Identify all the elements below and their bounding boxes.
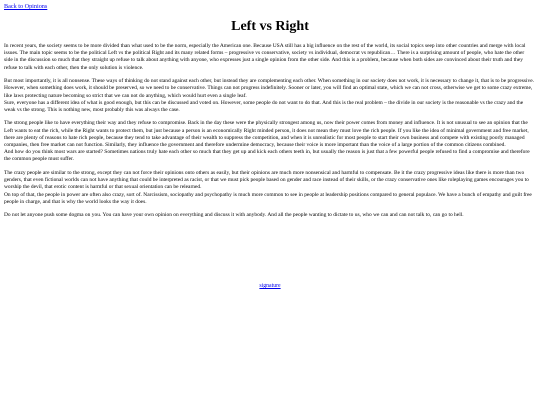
paragraph-2: But most importantly, it is all nonsense. These ways of thinking do not stand against each other, but instead they are complementing each other. When something in our society does not work, it is necessary to change it, that is to be progressive. However, when something does work, it should be preserved, so we need to be conservative. Things can not progress indefinitely. Sooner or later, you will find an optimal state, which we can not cross, otherwise we get to some crazy extreme, like laws protecting nature becoming so strict that we can not do anything, which would hurt even a single leaf. Sure, everyone has a different idea of what is good enough, but this can be discussed and voted on. However, some people do not want to do that. And this is the real problem – the divide in our society is the reasonable vs the crazy and the weak vs the strong. This is nothing new, most probably this was always the case. xyxy=(4,78,534,113)
signature-link[interactable]: signature xyxy=(259,283,281,289)
paragraph-5: Do not let anyone push some dogma on you. You can have your own opinion on everything and discuss it with anybody. And all the people wanting to dictate to us, who we can and can not talk to, can go to hell. xyxy=(4,212,464,219)
article-body xyxy=(4,43,534,219)
page-title: Left vs Right xyxy=(231,19,309,34)
signature-container xyxy=(0,283,540,289)
paragraph-4: The crazy people are similar to the strong, except they can not force their opinions onto others as easily, but their opinions are much more nonsensical and harmful to compensate. Be it the crazy progressive ideas like there is more than two genders, that even fictional worlds can not have anything that could be interpreted as racist, or that we must pick people based on gender and race instead of their skills, or the crazy conservative ones like roleplaying games encourages you to worship the devil, that erotic content is harmful or that sexual orientation can be relearned. On top of that, the people in power are often also crazy, sort of. Narcissism, sociopathy and psychopathy is much more common to see in people at leadership positions compared to general populace. We have a bunch of empathy and guilt free people in charge, and that is why the world looks the way it does. xyxy=(4,169,532,205)
back-to-opinions-link[interactable]: Back to Opinions xyxy=(4,3,48,10)
paragraph-3: The strong people like to have everything their way and they refuse to compromise. Back in the day these were the physically strongest among us, now their power comes from money and influence. It is not unusual to see an opinion that the Left wants to eat the rich, while the Right wants to protect them, but just because a person is an economically Right minded person, it does not mean they must love the rich people. If you like the idea of minimal government and free market, there are plenty of reasons to hate rich people, because they tend to take advantage of their wealth to suppress the competition, and when it is unrealistic for most people to start their own business and compete with existing poorly managed companies, then free market can not function. Similarly, they influence the government and therefore undermine democracy, because their voice is more important than the voice of a large portion of the common citizens combined. And how do you think most wars are started? Sometimes nations truly hate each other so much that they get up and kick each others teeth in, but usually the reason is just that a few powerful people refused to find a compromise and therefore the common people must suffer. xyxy=(4,120,530,163)
paragraph-1: In recent years, the society seems to be more divided than what used to be the norm, especially the American one. Because USA still has a big influence on the rest of the world, its social topics seep into other countries and merge with local issues. The main topic seems to be the political Left vs the political Right and its many related forms – progressive vs conservative, society vs individual, democrat vs republican… There is a surprising amount of people, who hate the other side in the discussion so much that they straight up refuse to talk about anything with anyone, who expresses just a single opinion from the other side. And this is a problem, because when both sides are convinced about their truth and they refuse to talk with each other, then the only solution is violence. xyxy=(4,43,526,71)
